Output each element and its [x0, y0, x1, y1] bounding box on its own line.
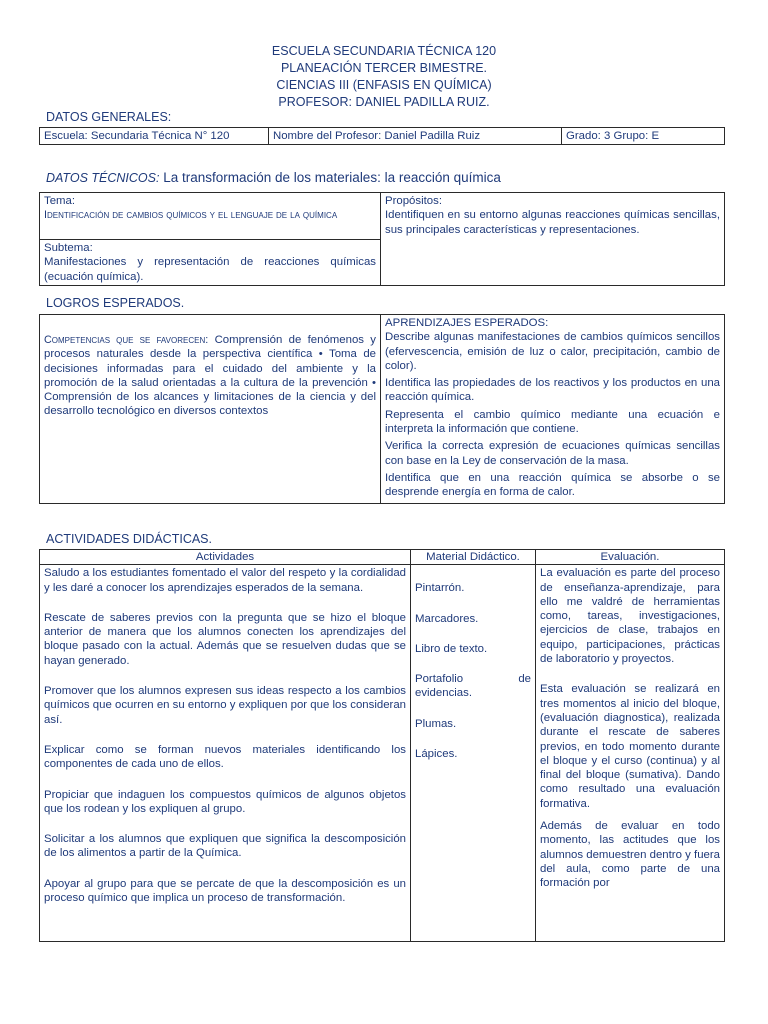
material-item: Libro de texto. — [415, 642, 488, 655]
subtema-cell — [40, 240, 381, 286]
evaluacion-item: Esta evaluación se realizará en tres momentos al inicio del bloque, (evaluación diagnostica), realizada durante el rescate de saberes previos, en todo momento durante el bloque y el curso (continua) y al final del bloque (sumativa). Dando como resultado una evaluación formativa. — [540, 683, 720, 810]
aprendizaje-item: Describe algunas manifestaciones de cambios químicos sencillos (efervescencia, emisión de luz o calor, precipitación, cambio de color). — [385, 331, 720, 372]
datos-tecnicos-title: La transformación de los materiales: la reacción química — [163, 170, 501, 185]
evaluacion-item: La evaluación es parte del proceso de enseñanza-aprendizaje, para ello me valdré de herramientas como, tareas, investigaciones, ejercicios de clase, trabajos en equipo, participaciones, prácticas de laboratorio y proyectos. — [540, 567, 720, 666]
material-item: Pintarrón. — [415, 582, 465, 595]
actividad-item: Saludo a los estudiantes fomentado el valor del respeto y la cordialidad y les daré a conocer los aprendizajes esperados de la semana. — [44, 567, 406, 594]
competencias-text: Comprensión de fenómenos y procesos naturales desde la perspectiva científica • Toma de decisiones informadas para el cuidado del ambiente y la promoción de la salud orientadas a la cultura de la prevención • Comprensión de los alcances y limitaciones de la ciencia y del desarrollo tecnológico en diversos contextos — [44, 334, 376, 418]
document-header — [0, 43, 768, 111]
datos-tecnicos-label: DATOS TÉCNICOS: — [46, 171, 160, 185]
header-teacher: PROFESOR: DANIEL PADILLA RUIZ. — [278, 95, 490, 109]
evaluacion-cell — [536, 565, 725, 942]
grado-cell: Grado: 3 Grupo: E — [562, 128, 725, 145]
actividad-item: Explicar como se forman nuevos materiales identificando los componentes de cada uno de ellos. — [44, 743, 406, 771]
col-header-evaluacion: Evaluación. — [536, 550, 725, 565]
header-subject: CIENCIAS III (ENFASIS EN QUÍMICA) — [276, 78, 492, 92]
col-header-actividades: Actividades — [40, 550, 411, 565]
datos-tecnicos-heading — [46, 170, 501, 185]
col-header-material: Material Didáctico. — [411, 550, 536, 565]
actividades-cell — [40, 565, 411, 942]
actividad-item: Apoyar al grupo para que se percate de que la descomposición es un proceso químico que implica un proceso de transformación. — [44, 877, 406, 905]
subtema-label: Subtema: — [44, 242, 93, 254]
header-school: ESCUELA SECUNDARIA TÉCNICA 120 — [271, 44, 497, 58]
propositos-label: Propósitos: — [385, 195, 442, 207]
actividades-title: ACTIVIDADES DIDÁCTICAS. — [46, 532, 212, 546]
actividad-item: Rescate de saberes previos con la pregunta que se hizo el bloque anterior de manera que los alumnos conecten los aprendizajes del bloque pasado con la actual. Además que se resuelven dudas que se hayan generado. — [44, 611, 406, 667]
aprendizajes-cell — [381, 315, 725, 504]
aprendizaje-item: Identifica las propiedades de los reactivos y los productos en una reacción química. — [385, 377, 720, 404]
logros-title: LOGROS ESPERADOS. — [46, 296, 185, 310]
material-item: Marcadores. — [415, 612, 479, 625]
aprendizaje-item: Identifica que en una reacción química se absorbe o se desprende energía en forma de calor. — [385, 471, 720, 499]
tema-cell — [40, 193, 381, 240]
competencias-cell — [40, 315, 381, 504]
tema-text: Identificación de cambios químicos y el lenguaje de la química — [44, 209, 338, 222]
actividad-item: Propiciar que indaguen los compuestos químicos de algunos objetos que los rodean y los expliquen al grupo. — [44, 788, 406, 815]
propositos-cell — [381, 193, 725, 286]
datos-tecnicos-table — [39, 192, 725, 286]
aprendizaje-item: Representa el cambio químico mediante una ecuación e interpreta la información que contiene. — [385, 408, 720, 436]
material-cell — [411, 565, 536, 942]
aprendizajes-label: APRENDIZAJES ESPERADOS: — [385, 317, 549, 329]
material-item: Portafolio de evidencias. — [415, 673, 531, 700]
subtema-text: Manifestaciones y representación de reacciones químicas (ecuación química). — [44, 256, 376, 283]
aprendizaje-item: Verifica la correcta expresión de ecuaciones químicas sencillas con base en la Ley de conservación de la masa. — [385, 440, 720, 467]
escuela-cell: Escuela: Secundaria Técnica N° 120 — [40, 128, 269, 145]
propositos-text: Identifiquen en su entorno algunas reacciones químicas sencillas, sus principales características y representaciones. — [385, 209, 720, 236]
header-planning: PLANEACIÓN TERCER BIMESTRE. — [280, 61, 488, 75]
evaluacion-item: Además de evaluar en todo momento, las actitudes que los alumnos demuestren dentro y fuera del aula, como parte de una formación por — [540, 820, 720, 890]
tema-label: Tema: — [44, 195, 76, 207]
material-item: Plumas. — [415, 717, 457, 730]
logros-table — [39, 314, 725, 504]
profesor-cell: Nombre del Profesor: Daniel Padilla Ruiz — [269, 128, 562, 145]
actividad-item: Solicitar a los alumnos que expliquen que significa la descomposición de los alimentos a partir de la Química. — [44, 833, 406, 860]
actividad-item: Promover que los alumnos expresen sus ideas respecto a los cambios químicos que ocurren en su entorno y expliquen por que los consideran así. — [44, 685, 406, 726]
competencias-label: Competencias que se favorecen: — [44, 334, 209, 346]
material-item: Lápices. — [415, 748, 458, 761]
datos-generales-table — [39, 127, 725, 145]
datos-generales-title: DATOS GENERALES: — [46, 110, 172, 124]
actividades-table — [39, 549, 725, 942]
